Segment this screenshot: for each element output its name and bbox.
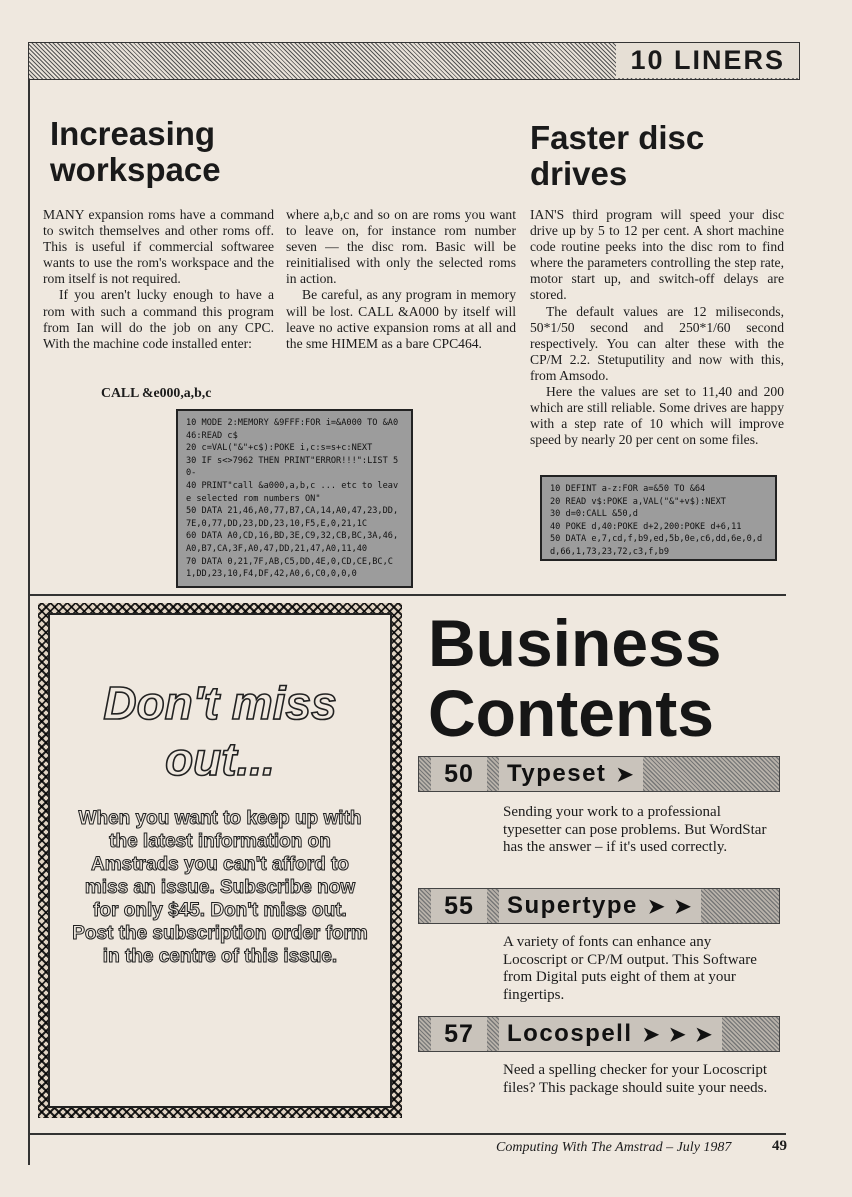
entry-title [499, 889, 701, 923]
subscription-promo-box [38, 603, 402, 1118]
promo-inner-panel [48, 613, 392, 1108]
paragraph: The default values are 12 miliseconds, 50*1/50 second and 250*1/60 second respectively. You can alter these with the CP/M 2.2. Stetuputility and now with this, from Amsodo. [530, 303, 784, 383]
headline-line: workspace [50, 151, 221, 188]
section-header-band [28, 42, 800, 80]
entry-title-text: Supertype [507, 892, 638, 919]
headline-line: Faster disc [530, 119, 705, 156]
promo-title [50, 675, 390, 787]
contents-entry-typeset[interactable] [418, 756, 780, 792]
entry-description: Sending your work to a professional typesetter can pose problems. But WordStar has the answer – if it's used correctly. [503, 804, 767, 856]
code-listing-disc: 10 DEFINT a-z:FOR a=&50 TO &64 20 READ v$:POKE a,VAL("&"+v$):NEXT 30 d=0:CALL &50,d 40 POKE d,40:POKE d+2,200:POKE d+6,11 50 DATA e,7,cd,f,b9,ed,5b,0e,c6,dd,6e,0,dd,66,1,73,23,72,c3,f,b9 [540, 475, 777, 561]
article-right-headline [530, 120, 780, 192]
entry-page-number: 55 [431, 889, 487, 923]
left-border-rule [28, 42, 30, 1165]
article-left-column-2 [286, 207, 516, 352]
contents-entry-locospell[interactable] [418, 1016, 780, 1052]
contents-entry-supertype[interactable] [418, 888, 780, 924]
paragraph: MANY expansion roms have a command to switch themselves and other roms off. This is useful if commercial softwaree wants to use the rom's workspace and the rom itself is not required. [43, 207, 274, 287]
business-contents-title [428, 608, 828, 748]
section-divider [28, 594, 786, 596]
promo-text: When you want to keep up with the latest information on Amstrads you can't afford to miss an issue. Subscribe now for only $45. Don't miss out. Post the subscription order form in the centre of this issue. [72, 808, 368, 967]
paragraph: Here the values are set to 11,40 and 200 which are still reliable. Some drives are happy with a step rate of 10 which will improve speed by nearly 20 per cent on some files. [530, 384, 784, 448]
call-command: CALL &e000,a,b,c [101, 385, 212, 400]
entry-title [499, 1017, 722, 1051]
article-left-column-1 [43, 207, 274, 352]
code-listing-workspace: 10 MODE 2:MEMORY &9FFF:FOR i=&A000 TO &A046:READ c$ 20 c=VAL("&"+c$):POKE i,c:s=s+c:NEXT 30 IF s<>7962 THEN PRINT"ERROR!!!":LIST 50- 40 PRINT"call &a000,a,b,c ... etc to leave selected rom numbers ON" 50 DATA 21,46,A0,77,B7,CA,14,A0,47,23,DD,7E,0,77,DD,23,DD,23,10,F5,E,0,21,1C 60 DATA A0,CD,16,BD,3E,C9,32,CB,BC,3A,46,A0,B7,CA,3F,A0,47,DD,21,47,A0,11,40 70 DATA 0,21,7F,AB,C5,DD,4E,0,CD,CE,BC,C1,DD,23,10,F4,DF,42,A0,6,C0,0,0,0 [176, 409, 413, 588]
entry-page-number: 50 [431, 757, 487, 791]
title-line: Contents [428, 676, 714, 750]
promo-title-line: out... [165, 733, 275, 785]
entry-description: A variety of fonts can enhance any Locoscript or CP/M output. This Software from Digital puts eight of them at your fingertips. [503, 934, 757, 1003]
title-line: Business [428, 606, 722, 680]
article-left-headline [50, 116, 290, 188]
arrow-icon: ➤ ➤ ➤ [642, 1023, 714, 1046]
promo-title-line: Don't miss [103, 677, 337, 729]
section-label: 10 LINERS [616, 43, 799, 78]
footer-page-number: 49 [772, 1138, 787, 1154]
paragraph: Be careful, as any program in memory will be lost. CALL &A000 by itself will leave no active expansion roms at all and the sme HIMEM as a bare CPC464. [286, 287, 516, 351]
entry-description: Need a spelling checker for your Locoscript files? This package should suite your needs. [503, 1062, 768, 1096]
footer-publication: Computing With The Amstrad – July 1987 [496, 1140, 732, 1155]
headline-line: drives [530, 155, 628, 192]
arrow-icon: ➤ ➤ [647, 895, 693, 918]
paragraph: If you aren't lucky enough to have a rom with such a command this program from Ian will do the job on any CPC. With the machine code installed enter: [43, 287, 274, 351]
paragraph: where a,b,c and so on are roms you want to leave on, for instance rom number seven — the disc rom. Basic will be reinitialised with only the selected roms in action. [286, 207, 516, 287]
entry-title-text: Locospell [507, 1020, 633, 1047]
headline-line: Increasing [50, 115, 216, 152]
arrow-icon: ➤ [616, 763, 636, 786]
paragraph: IAN'S third program will speed your disc drive up by 5 to 12 per cent. A short machine code routine peeks into the disc rom to find where the parameters controlling the step rate, motor start up, and switch-off delays are stored. [530, 207, 784, 303]
entry-title [499, 757, 643, 791]
footer-rule [28, 1133, 786, 1135]
article-right-body [530, 207, 784, 448]
entry-title-text: Typeset [507, 760, 607, 787]
entry-page-number: 57 [431, 1017, 487, 1051]
